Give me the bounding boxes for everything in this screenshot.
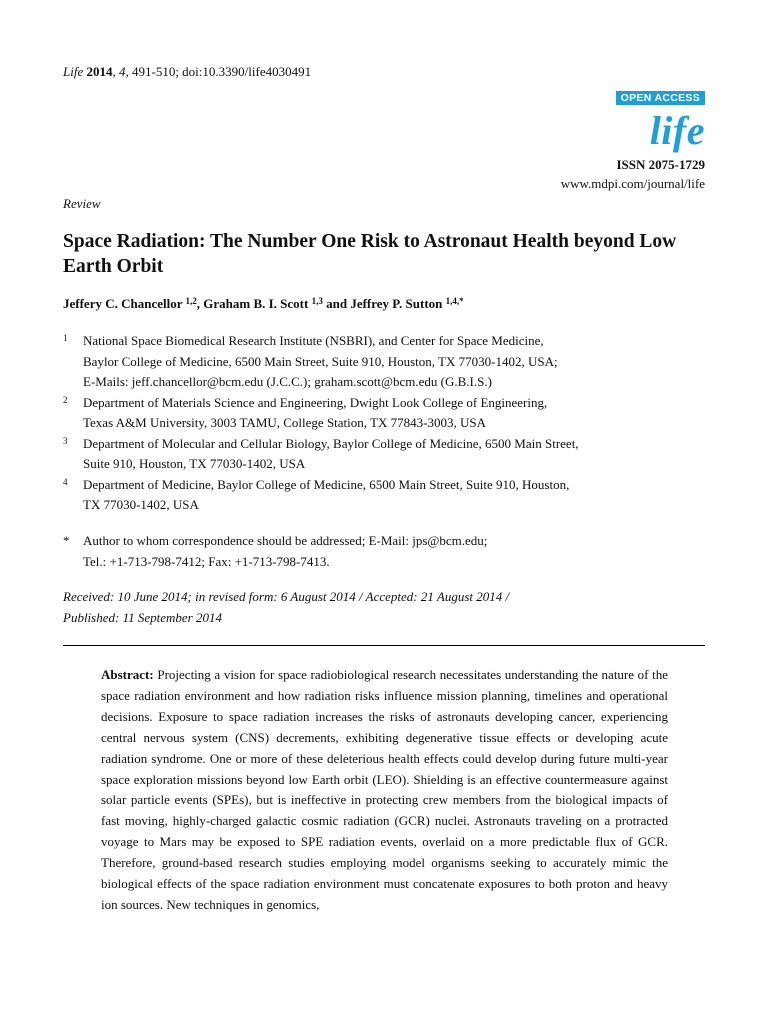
affiliation-item [63,393,703,434]
author-name: Graham B. I. Scott [203,296,309,311]
affiliation-line: National Space Biomedical Research Institute (NSBRI), and Center for Space Medicine, [83,333,544,348]
affiliation-line: Department of Materials Science and Engineering, Dwight Look College of Engineering, [83,394,548,410]
dates-line: Published: 11 September 2014 [63,610,222,625]
author-list [63,296,464,312]
author-separator: , [196,296,204,311]
abstract-text: Projecting a vision for space radiobiological research necessitates understanding the nature of the space radiation environment and how radiation risks influence mission planning, timelines and operational decisions. Exposure to space radiation increases the risks of astronauts developing cancer, experiencing central nervous system (CNS) decrements, exhibiting degenerative tissue effects or developing acute radiation syndrome. One or more of these deleterious health effects could develop during future multi-year space exploration missions beyond low Earth orbit (LEO). Shielding is an effective countermeasure against solar particle events (SPEs), but is ineffective in protecting crew members from the biological impacts of fast moving, highly-charged galactic cosmic radiation (GCR) nuclei. Astronauts traveling on a protracted voyage to Mars may be exposed to SPE radiation events, overlaid on a more predictable flux of GCR. Therefore, ground-based research studies employing model organisms seeking to accurately mimic the biological effects of the space radiation environment must concatenate exposures to both proton and heavy ion sources. New techniques in genomics, [101,667,669,912]
affiliation-line: Department of Molecular and Cellular Biology, Baylor College of Medicine, 6500 Main Street, [83,435,579,451]
affiliation-line: TX 77030-1402, USA [83,497,199,512]
paper-title: Space Radiation: The Number One Risk to Astronaut Health beyond Low Earth Orbit [63,231,677,277]
citation-volume: 4 [118,64,126,79]
correspondence-mark: * [63,533,70,548]
citation-journal: Life [63,64,84,79]
author-name: Jeffery C. Chancellor [63,296,183,311]
abstract-label: Abstract: [101,667,154,682]
author-affiliation-num: 1,4, [445,296,460,306]
author-affiliation-ref [446,296,464,306]
correspondence-note [63,531,723,572]
journal-website: www.mdpi.com/journal/life [560,176,705,191]
affiliation-line: Baylor College of Medicine, 6500 Main Street, Suite 910, Houston, TX 77030-1402, USA; [83,353,558,369]
affiliation-number: 1 [63,333,68,343]
issn: ISSN 2075-1729 [616,157,705,172]
author-name: Jeffrey P. Sutton [350,296,443,311]
affiliation-line: E-Mails: jeff.chancellor@bcm.edu (J.C.C.); graham.scott@bcm.edu (G.B.I.S.) [83,374,492,389]
affiliation-list [63,331,703,516]
section-divider [63,645,705,646]
dates-line: Received: 10 June 2014; in revised form: 6 August 2014 / Accepted: 21 August 2014 / [63,589,510,604]
affiliation-item [63,331,703,393]
affiliation-number: 4 [63,476,68,487]
affiliation-item [63,475,703,516]
citation-pages-doi: , 491-510; doi:10.3390/life4030491 [125,64,312,79]
abstract [101,665,668,916]
journal-citation: Life 2014, 4, 491-510; doi:10.3390/life4030491 [63,64,312,79]
article-type: Review [63,196,101,211]
author-affiliation-ref: 1,2 [185,296,197,306]
author-separator: and [322,296,351,311]
affiliation-number: 3 [63,435,68,446]
affiliation-line: Texas A&M University, 3003 TAMU, College Station, TX 77843-3003, USA [83,415,486,430]
correspondence-line: Author to whom correspondence should be addressed; E-Mail: jps@bcm.edu; [83,533,488,548]
affiliation-line: Suite 910, Houston, TX 77030-1402, USA [83,456,306,471]
journal-branding [585,88,705,151]
affiliation-number: 2 [63,394,68,405]
publication-dates [63,586,663,628]
affiliation-item [63,434,703,475]
corresponding-mark: * [459,296,464,306]
journal-logo: life [649,108,705,153]
affiliation-line: Department of Medicine, Baylor College of Medicine, 6500 Main Street, Suite 910, Houston, [83,476,570,492]
open-access-badge: OPEN ACCESS [616,91,705,105]
author-affiliation-ref: 1,3 [311,296,323,306]
citation-year: 2014 [86,64,113,79]
correspondence-line: Tel.: +1-713-798-7412; Fax: +1-713-798-7413. [83,553,330,569]
